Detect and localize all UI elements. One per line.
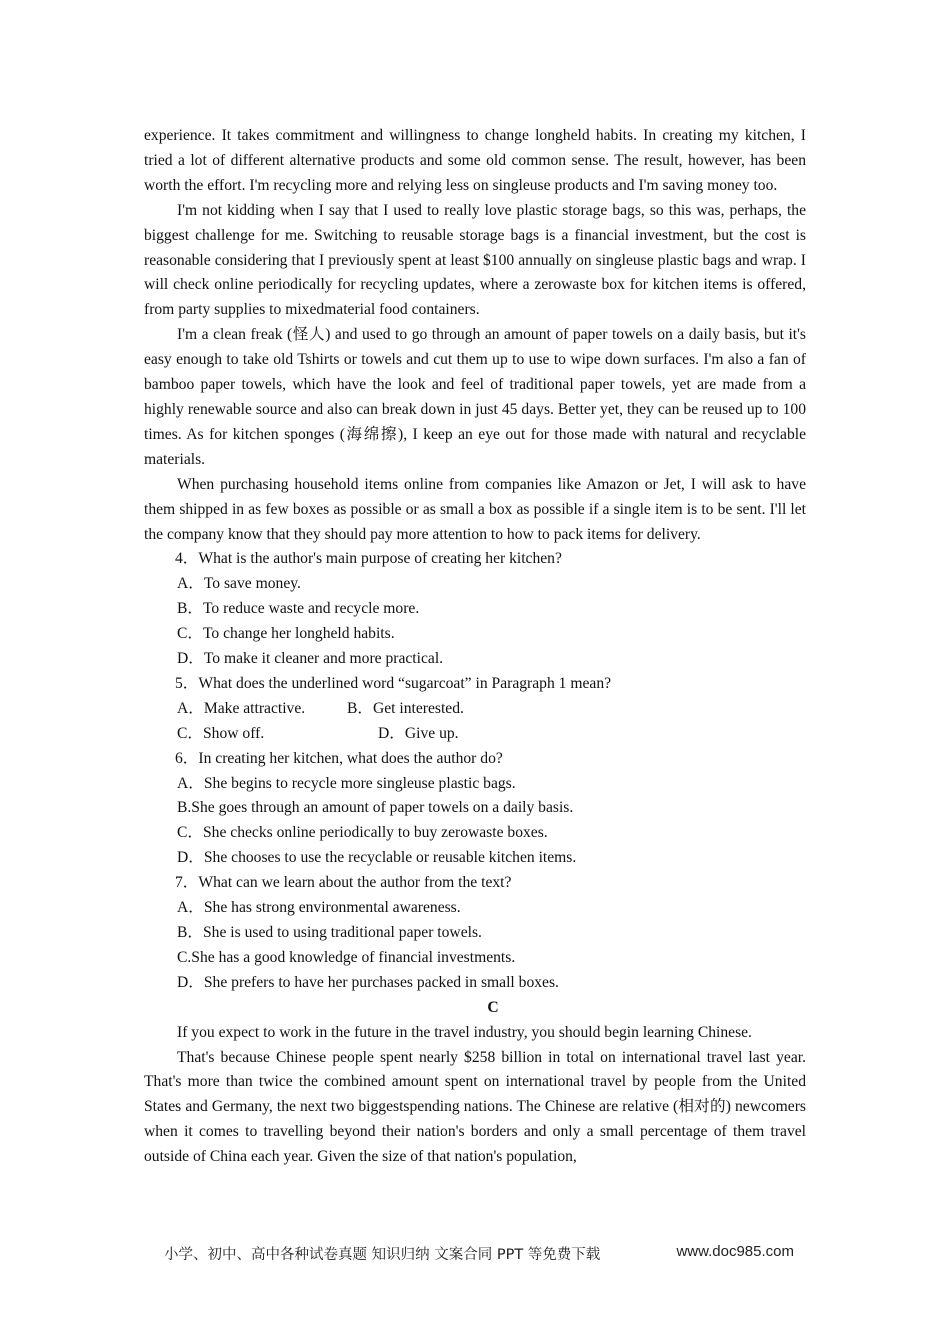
options-row-2 <box>144 722 806 747</box>
page-footer <box>164 1243 794 1264</box>
question-7 <box>144 871 806 996</box>
passage-b-paragraph-1: experience. It takes commitment and willingness to change longheld habits. In creating my kitchen, I tried a lot of different alternative products and some old common sense. The result, however, has been worth the effort. I'm recycling more and relying less on singleuse products and I'm saving money too. <box>144 127 806 194</box>
question-stem: 7．What can we learn about the author from the text? <box>175 874 512 892</box>
passage-c-paragraph-1: If you expect to work in the future in the travel industry, you should begin learning Chinese. <box>177 1023 752 1041</box>
option-b: B．She is used to using traditional paper towels. <box>177 924 482 941</box>
question-4 <box>144 547 806 672</box>
option-d: D．To make it cleaner and more practical. <box>177 650 444 668</box>
question-5 <box>144 672 806 747</box>
passage-c-paragraph-2: That's because Chinese people spent nearly $258 billion in total on international travel last year. That's more than twice the combined amount spent on international travel by people from the United States and Germany, the next two biggestspending nations. The Chinese are relative (相对的) newcomers when it comes to travelling beyond their nation's borders and only a small percentage of them travel outside of China each year. Given the size of that nation's population, <box>144 1048 806 1166</box>
option-c: C．To change her longheld habits. <box>177 625 395 643</box>
footer-tagline: 小学、初中、高中各种试卷真题 知识归纳 文案合同 PPT 等免费下载 <box>164 1247 601 1263</box>
passage-b-paragraph-2: I'm not kidding when I say that I used to really love plastic storage bags, so this was, perhaps, the biggest challenge for me. Switching to reusable storage bags is a financial investment, but the cost is reasonable considering that I previously spent at least $100 annually on singleuse plastic bags and wrap. I will check online periodically for recycling updates, where a zerowaste box for kitchen items is offered, from party supplies to mixedmaterial food containers. <box>144 201 806 319</box>
section-heading: C <box>487 998 499 1016</box>
option-d: D．She prefers to have her purchases packed in small boxes. <box>177 973 559 991</box>
option-d: D．She chooses to use the recyclable or reusable kitchen items. <box>177 849 577 867</box>
document-page <box>144 124 806 1170</box>
footer-website-link[interactable]: www.doc985.com <box>676 1243 794 1260</box>
option-a: A．She begins to recycle more singleuse plastic bags. <box>177 774 516 792</box>
passage-b-paragraph-3: I'm a clean freak (怪人) and used to go through an amount of paper towels on a daily basis, but it's easy enough to take old Tshirts or towels and cut them up to use to wipe down surfaces. I'm also a fan of bamboo paper towels, which have the look and feel of traditional paper towels, yet are made from a highly renewable source and also can break down in just 45 days. Better yet, they can be reused up to 100 times. As for kitchen sponges (海绵擦), I keep an eye out for those made with natural and recyclable materials. <box>144 326 806 468</box>
option-b: B．Get interested. <box>347 699 464 717</box>
option-c: C．She checks online periodically to buy zerowaste boxes. <box>177 824 548 842</box>
question-stem: 6．In creating her kitchen, what does the author do? <box>175 749 503 767</box>
question-stem: 5．What does the underlined word “sugarcoat” in Paragraph 1 mean? <box>175 674 612 692</box>
option-b: B.She goes through an amount of paper towels on a daily basis. <box>177 799 574 817</box>
option-c: C．Show off. <box>177 724 265 742</box>
option-c: C.She has a good knowledge of financial investments. <box>177 948 516 966</box>
option-d: D．Give up. <box>378 724 459 742</box>
options-row-1 <box>144 697 806 722</box>
option-b: B．To reduce waste and recycle more. <box>177 600 420 618</box>
question-stem: 4．What is the author's main purpose of creating her kitchen? <box>175 550 562 568</box>
option-a: A．Make attractive. <box>177 699 306 717</box>
passage-b-paragraph-4: When purchasing household items online from companies like Amazon or Jet, I will ask to have them shipped in as few boxes as possible or as small a box as possible if a single item is to be sent. I'll let the company know that they should pay more attention to how to pack items for delivery. <box>144 475 806 543</box>
option-a: A．To save money. <box>177 575 301 593</box>
option-a: A．She has strong environmental awareness. <box>177 899 461 917</box>
question-6 <box>144 747 806 872</box>
